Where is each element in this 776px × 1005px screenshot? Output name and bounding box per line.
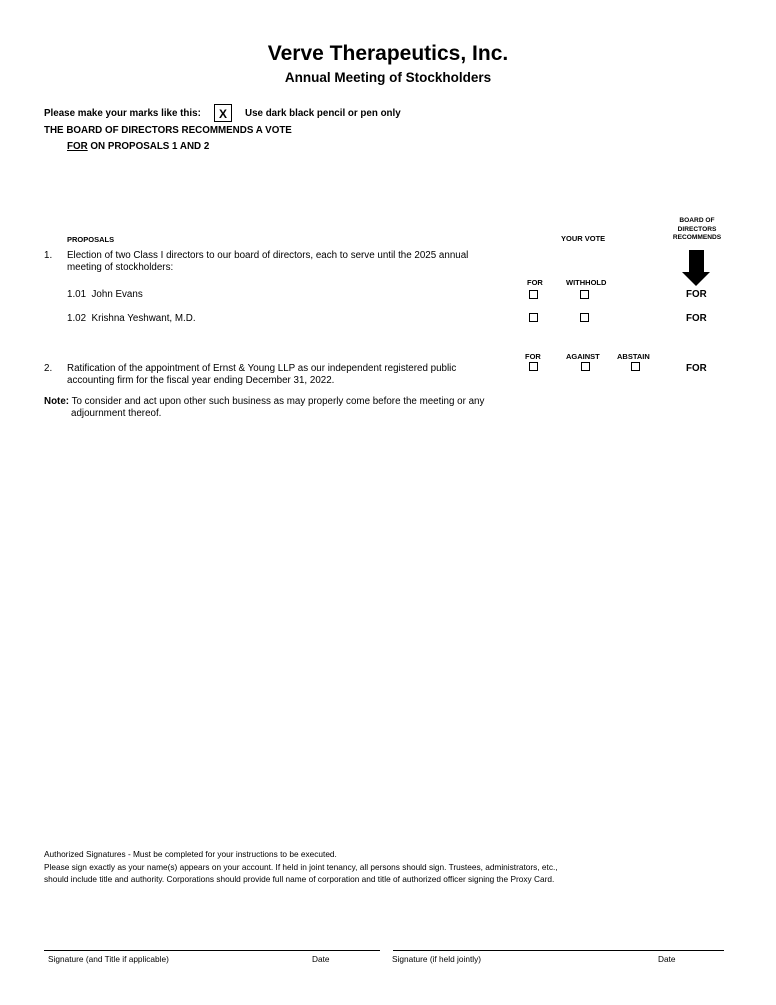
signature-instruction-line: should include title and authority. Corporations should provide full name of corporation and title of authorized officer signing the Proxy Card. bbox=[44, 874, 555, 884]
board-recommendation-line2 bbox=[67, 141, 209, 152]
nominee-number: 1.02 bbox=[67, 313, 87, 324]
board-line2-rest: ON PROPOSALS 1 AND 2 bbox=[87, 141, 210, 152]
note-line2: adjournment thereof. bbox=[71, 408, 162, 419]
signature-1-label: Signature (and Title if applicable) bbox=[48, 954, 169, 964]
proposal2-for-checkbox[interactable] bbox=[529, 362, 538, 371]
nominee-2-recommendation: FOR bbox=[686, 313, 707, 324]
board-recommends-line: RECOMMENDS bbox=[672, 234, 722, 241]
proposal1-text-line1: Election of two Class I directors to our board of directors, each to serve until the 2025 annual bbox=[67, 250, 469, 261]
board-recommends-line: DIRECTORS bbox=[677, 225, 717, 233]
nominee-2-withhold-checkbox[interactable] bbox=[580, 313, 589, 322]
proposal1-withhold-header: WITHHOLD bbox=[566, 278, 607, 287]
down-arrow-icon bbox=[689, 250, 704, 272]
nominee-2-for-checkbox[interactable] bbox=[529, 313, 538, 322]
nominee-name: Krishna Yeshwant, M.D. bbox=[91, 313, 196, 324]
nominee-1-label bbox=[67, 289, 143, 300]
note-label: Note: bbox=[44, 396, 70, 407]
nominee-number: 1.01 bbox=[67, 289, 87, 300]
board-recommendation-line1: THE BOARD OF DIRECTORS RECOMMENDS A VOTE bbox=[44, 125, 292, 136]
signature-line-2[interactable] bbox=[393, 950, 724, 951]
nominee-1-for-checkbox[interactable] bbox=[529, 290, 538, 299]
nominee-1-withhold-checkbox[interactable] bbox=[580, 290, 589, 299]
board-for-word: FOR bbox=[67, 141, 88, 152]
nominee-name: John Evans bbox=[91, 289, 143, 300]
proposal1-text-line2: meeting of stockholders: bbox=[67, 262, 174, 273]
board-recommends-line: BOARD OF bbox=[679, 217, 715, 224]
signature-2-label: Signature (if held jointly) bbox=[392, 954, 482, 964]
proposal2-text-line2: accounting firm for the fiscal year ending December 31, 2022. bbox=[67, 375, 335, 386]
note-text: To consider and act upon other such business as may properly come before the meeting or any bbox=[69, 396, 485, 407]
proposal2-against-checkbox[interactable] bbox=[581, 362, 590, 371]
signature-instruction-line: Please sign exactly as your name(s) appears on your account. If held in joint tenancy, all persons should sign. Trustees, administrators, etc., bbox=[44, 861, 558, 872]
proposal2-against-header: AGAINST bbox=[566, 352, 600, 361]
proposals-header: PROPOSALS bbox=[67, 235, 115, 244]
proposal2-text-line1: Ratification of the appointment of Ernst & Young LLP as our independent registered public bbox=[67, 363, 457, 374]
nominee-1-recommendation: FOR bbox=[686, 289, 707, 300]
proposal2-number: 2. bbox=[44, 363, 53, 374]
mark-example-box: X bbox=[214, 104, 232, 122]
note-line1 bbox=[44, 396, 484, 407]
marks-instruction: Please make your marks like this: bbox=[44, 108, 201, 119]
signature-instructions bbox=[44, 848, 558, 886]
proposal2-abstain-header: ABSTAIN bbox=[617, 352, 650, 361]
proposal2-for-header: FOR bbox=[525, 352, 541, 361]
board-recommends-header bbox=[660, 217, 734, 243]
date-2-label: Date bbox=[658, 954, 676, 964]
nominee-2-label bbox=[67, 313, 196, 324]
proposal2-recommendation: FOR bbox=[686, 363, 707, 374]
your-vote-header: YOUR VOTE bbox=[561, 234, 606, 243]
down-arrow-head-icon bbox=[682, 272, 710, 286]
proposal1-number: 1. bbox=[44, 250, 53, 261]
pen-note: Use dark black pencil or pen only bbox=[245, 108, 401, 119]
signature-line-1[interactable] bbox=[44, 950, 380, 951]
date-1-label: Date bbox=[312, 954, 330, 964]
proposal1-for-header: FOR bbox=[527, 278, 543, 287]
company-title: Verve Therapeutics, Inc. bbox=[267, 42, 509, 65]
signature-instruction-line: Authorized Signatures - Must be completed for your instructions to be executed. bbox=[44, 849, 337, 859]
meeting-subtitle: Annual Meeting of Stockholders bbox=[284, 70, 492, 85]
proposal2-abstain-checkbox[interactable] bbox=[631, 362, 640, 371]
